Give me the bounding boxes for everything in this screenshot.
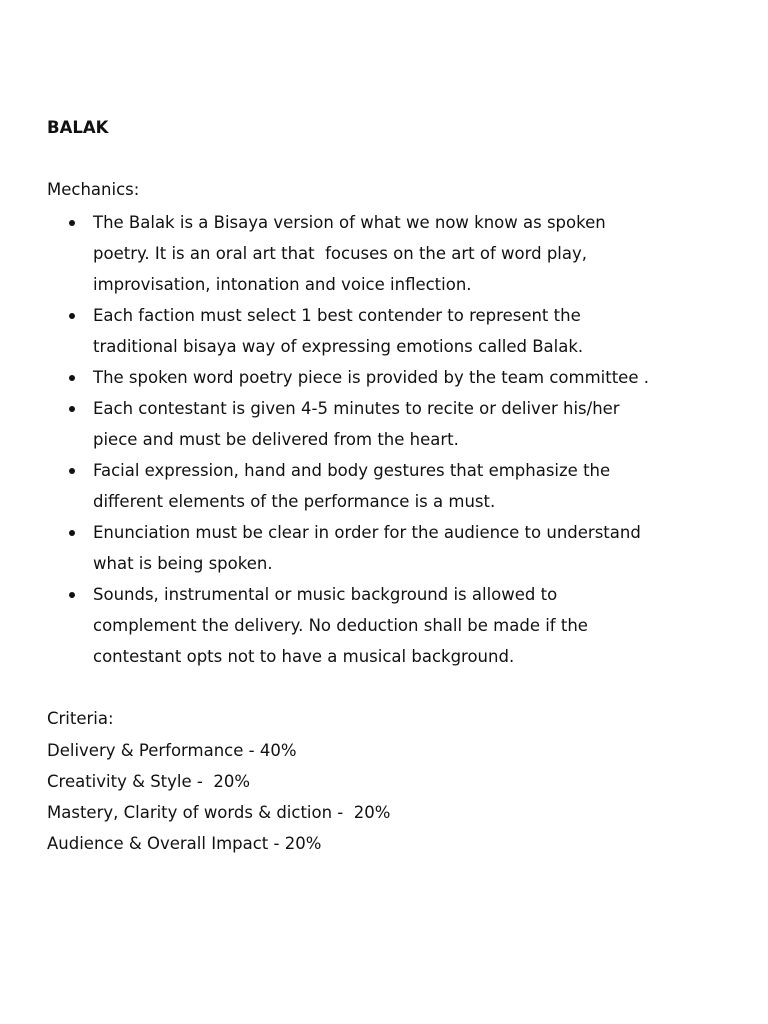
mechanics-item-text: Enunciation must be clear in order for the audience to understand what is being spoken. [93,523,641,573]
mechanics-item [47,300,727,362]
mechanics-item-text: Each contestant is given 4-5 minutes to recite or deliver his/her piece and must be delivered from the heart. [93,399,620,449]
criteria-item: Creativity & Style - 20% [47,772,251,791]
criteria-list [47,735,390,859]
mechanics-item-text: The Balak is a Bisaya version of what we now know as spoken poetry. It is an oral art that focuses on the art of word play, improvisation, intonation and voice inflection. [93,213,606,294]
bullet-icon [69,406,75,412]
mechanics-item [47,207,727,300]
mechanics-item [47,579,727,672]
criteria-item: Mastery, Clarity of words & diction - 20% [47,803,391,822]
bullet-icon [69,468,75,474]
criteria-heading: Criteria: [47,709,114,728]
mechanics-item-text: Sounds, instrumental or music background is allowed to complement the delivery. No deduction shall be made if the contestant opts not to have a musical background. [93,585,588,666]
mechanics-item [47,362,727,393]
mechanics-item [47,517,727,579]
mechanics-item-text: The spoken word poetry piece is provided by the team committee . [93,368,649,387]
bullet-icon [69,530,75,536]
mechanics-item [47,393,727,455]
bullet-icon [69,220,75,226]
bullet-icon [69,592,75,598]
mechanics-heading: Mechanics: [47,180,140,199]
mechanics-list [47,207,727,672]
bullet-icon [69,375,75,381]
document-title: BALAK [47,118,109,137]
criteria-item: Delivery & Performance - 40% [47,741,297,760]
mechanics-item [47,455,727,517]
mechanics-item-text: Facial expression, hand and body gestures that emphasize the different elements of the performance is a must. [93,461,611,511]
bullet-icon [69,313,75,319]
criteria-item: Audience & Overall Impact - 20% [47,834,322,853]
mechanics-item-text: Each faction must select 1 best contender to represent the traditional bisaya way of expressing emotions called Balak. [93,306,584,356]
